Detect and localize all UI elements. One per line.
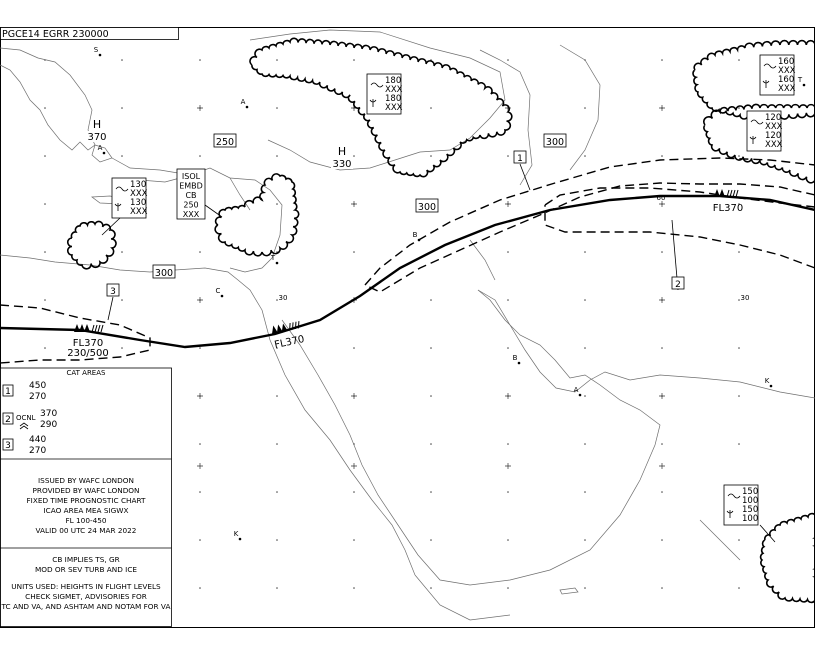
grid-dot xyxy=(276,59,278,61)
issued-line: FL 100-450 xyxy=(65,516,107,525)
legend-area-base: 270 xyxy=(29,392,47,402)
note-line: CB IMPLIES TS, GR xyxy=(52,555,120,564)
grid-dot xyxy=(584,347,586,349)
grid-dot xyxy=(661,491,663,493)
grid-dot xyxy=(507,587,509,589)
icing-top-value: 120 xyxy=(765,131,782,141)
grid-dot xyxy=(430,395,432,397)
legend-area-base: 290 xyxy=(40,420,58,430)
grid-dot xyxy=(199,155,201,157)
grid-dot xyxy=(507,443,509,445)
note-line: CHECK SIGMET, ADVISORIES FOR xyxy=(25,592,147,601)
pressure-centre-label: T xyxy=(270,254,276,262)
grid-dot xyxy=(276,395,278,397)
jet-level-label: FL370 xyxy=(273,334,306,352)
cb-top-base: XXX xyxy=(385,85,403,95)
grid-dot xyxy=(738,587,740,589)
isotach-value: 60 xyxy=(656,194,666,202)
grid-dot xyxy=(507,347,509,349)
grid-dot xyxy=(430,155,432,157)
grid-dot xyxy=(661,443,663,445)
legend-area-id: 1 xyxy=(5,387,11,397)
issued-line: PROVIDED BY WAFC LONDON xyxy=(32,486,140,495)
issued-line: FIXED TIME PROGNOSTIC CHART xyxy=(26,496,146,505)
grid-dot xyxy=(44,107,46,109)
grid-dot xyxy=(276,443,278,445)
grid-dot xyxy=(738,107,740,109)
grid-dot xyxy=(738,443,740,445)
grid-dot xyxy=(353,491,355,493)
grid-dot xyxy=(121,107,123,109)
pressure-centre-label: A xyxy=(97,144,103,152)
legend-area-base: 270 xyxy=(29,446,47,456)
pressure-centre-value: 330 xyxy=(332,159,352,170)
grid-dot xyxy=(430,491,432,493)
pressure-centre-label: K xyxy=(764,377,770,385)
grid-dot xyxy=(584,491,586,493)
pressure-centre-label: H xyxy=(92,118,102,131)
grid-dot xyxy=(661,587,663,589)
pressure-centre-label: T xyxy=(797,76,803,84)
pressure-centre-dot xyxy=(221,295,224,298)
icing-base-value: XXX xyxy=(765,140,783,150)
grid-dot xyxy=(661,251,663,253)
grid-dot xyxy=(276,107,278,109)
grid-dot xyxy=(44,203,46,205)
pressure-centre-dot xyxy=(99,54,102,57)
grid-dot xyxy=(584,395,586,397)
pressure-centre-dot xyxy=(239,538,242,541)
pressure-centre-dot xyxy=(579,394,582,397)
grid-dot xyxy=(121,155,123,157)
cb-top-base: XXX xyxy=(130,189,148,199)
grid-dot xyxy=(738,59,740,61)
jet-level-label: FL370 xyxy=(72,338,104,349)
legend-area-id: 3 xyxy=(5,441,11,451)
cat-area-number: 1 xyxy=(517,154,523,164)
cb-top-value: 150 xyxy=(742,487,759,497)
cb-top-value: 120 xyxy=(765,113,782,123)
icing-base-value: XXX xyxy=(130,207,148,217)
pressure-centre-dot xyxy=(803,84,806,87)
tropopause-height: 300 xyxy=(545,137,565,148)
legend-title: CAT AREAS xyxy=(66,369,106,377)
grid-dot xyxy=(507,539,509,541)
issued-line: ISSUED BY WAFC LONDON xyxy=(38,476,134,485)
legend-area-qualifier: OCNL xyxy=(16,414,36,422)
legend-area-top: 450 xyxy=(29,381,47,391)
grid-dot xyxy=(430,539,432,541)
pressure-centre-label: A xyxy=(573,386,579,394)
grid-dot xyxy=(276,539,278,541)
tropopause-height: 250 xyxy=(215,137,235,148)
tropopause-height: 300 xyxy=(417,202,437,213)
grid-dot xyxy=(430,443,432,445)
grid-dot xyxy=(584,587,586,589)
grid-dot xyxy=(738,395,740,397)
grid-dot xyxy=(121,347,123,349)
cb-top-base: 100 xyxy=(742,496,759,506)
grid-dot xyxy=(507,251,509,253)
grid-dot xyxy=(199,347,201,349)
icing-top-value: 150 xyxy=(742,505,759,515)
grid-dot xyxy=(44,347,46,349)
grid-dot xyxy=(121,59,123,61)
grid-dot xyxy=(199,491,201,493)
cb-label-ne-lower xyxy=(747,111,783,151)
grid-dot xyxy=(199,587,201,589)
jet-level-label: FL370 xyxy=(712,203,744,214)
pressure-centre-value: 370 xyxy=(87,132,107,143)
legend-area-id: 2 xyxy=(5,415,11,425)
isol-box-line: 250 xyxy=(183,200,199,210)
grid-dot xyxy=(430,587,432,589)
icing-base-value: 100 xyxy=(742,514,759,524)
grid-dot xyxy=(276,587,278,589)
pressure-centre-dot xyxy=(246,106,249,109)
grid-dot xyxy=(507,299,509,301)
issued-line: ICAO AREA MEA SIGWX xyxy=(43,506,129,515)
cb-top-base: XXX xyxy=(778,66,796,76)
grid-dot xyxy=(121,251,123,253)
icing-top-value: 180 xyxy=(385,94,402,104)
grid-dot xyxy=(738,251,740,253)
grid-dot xyxy=(584,251,586,253)
grid-dot xyxy=(738,539,740,541)
legend-area-top: 440 xyxy=(29,435,47,445)
pressure-centre-label: B xyxy=(412,231,418,239)
isol-box-line: XXX xyxy=(182,210,200,219)
grid-dot xyxy=(430,347,432,349)
grid-dot xyxy=(507,491,509,493)
cb-label-ne-upper xyxy=(760,55,796,95)
grid-dot xyxy=(661,539,663,541)
icing-top-value: 160 xyxy=(778,75,795,85)
grid-dot xyxy=(276,491,278,493)
cb-top-value: 130 xyxy=(130,180,147,190)
grid-dot xyxy=(353,587,355,589)
grid-dot xyxy=(199,59,201,61)
pressure-centre-dot xyxy=(770,385,773,388)
grid-dot xyxy=(44,299,46,301)
note-line: MOD OR SEV TURB AND ICE xyxy=(34,565,138,574)
grid-dot xyxy=(430,107,432,109)
grid-dot xyxy=(507,155,509,157)
pressure-centre-label: B xyxy=(512,354,518,362)
isol-box-line: ISOL xyxy=(181,172,201,181)
grid-dot xyxy=(507,59,509,61)
icing-top-value: 130 xyxy=(130,198,147,208)
isol-box-line: EMBD xyxy=(179,181,203,191)
grid-dot xyxy=(584,155,586,157)
grid-dot xyxy=(661,347,663,349)
pressure-centre-label: C xyxy=(215,287,221,295)
legend-area-top: 370 xyxy=(40,409,58,419)
grid-dot xyxy=(353,539,355,541)
pressure-centre-label: A xyxy=(240,98,246,106)
grid-dot xyxy=(121,299,123,301)
grid-dot xyxy=(353,251,355,253)
pressure-centre-label: H xyxy=(337,145,347,158)
grid-dot xyxy=(584,539,586,541)
icing-base-value: XXX xyxy=(778,84,796,94)
grid-dot xyxy=(738,347,740,349)
grid-dot xyxy=(276,203,278,205)
grid-dot xyxy=(199,443,201,445)
jet-depth-label: 230/500 xyxy=(67,348,109,359)
cat-area-number: 3 xyxy=(110,287,116,297)
pressure-centre-dot xyxy=(276,262,279,265)
tropopause-height: 300 xyxy=(154,268,174,279)
grid-dot xyxy=(738,155,740,157)
cb-label-north-sea xyxy=(367,74,403,114)
grid-dot xyxy=(661,59,663,61)
grid-dot xyxy=(661,155,663,157)
chart-code: PGCE14 EGRR 230000 xyxy=(2,29,109,40)
grid-dot xyxy=(584,107,586,109)
grid-dot xyxy=(353,59,355,61)
note-line: UNITS USED: HEIGHTS IN FLIGHT LEVELS xyxy=(11,582,161,591)
grid-dot xyxy=(584,299,586,301)
grid-label: 30 xyxy=(740,294,750,302)
icing-base-value: XXX xyxy=(385,103,403,113)
pressure-centre-dot xyxy=(518,362,521,365)
cb-top-value: 160 xyxy=(778,57,795,67)
cb-top-value: 180 xyxy=(385,76,402,86)
pressure-centre-label: S xyxy=(93,46,99,54)
note-line: TC AND VA, AND ASHTAM AND NOTAM FOR VA xyxy=(1,602,171,611)
grid-dot xyxy=(44,251,46,253)
grid-dot xyxy=(199,539,201,541)
grid-dot xyxy=(584,443,586,445)
cat-area-number: 2 xyxy=(675,280,681,290)
grid-label: 30 xyxy=(278,294,288,302)
cb-top-base: XXX xyxy=(765,122,783,132)
isol-box-line: CB xyxy=(185,191,197,200)
grid-dot xyxy=(430,299,432,301)
grid-dot xyxy=(44,155,46,157)
grid-dot xyxy=(199,251,201,253)
pressure-centre-label: K xyxy=(233,530,239,538)
pressure-centre-dot xyxy=(103,152,106,155)
grid-dot xyxy=(353,347,355,349)
issued-line: VALID 00 UTC 24 MAR 2022 xyxy=(35,526,137,535)
grid-dot xyxy=(276,155,278,157)
grid-dot xyxy=(353,155,355,157)
pressure-centre-dot xyxy=(418,239,421,242)
